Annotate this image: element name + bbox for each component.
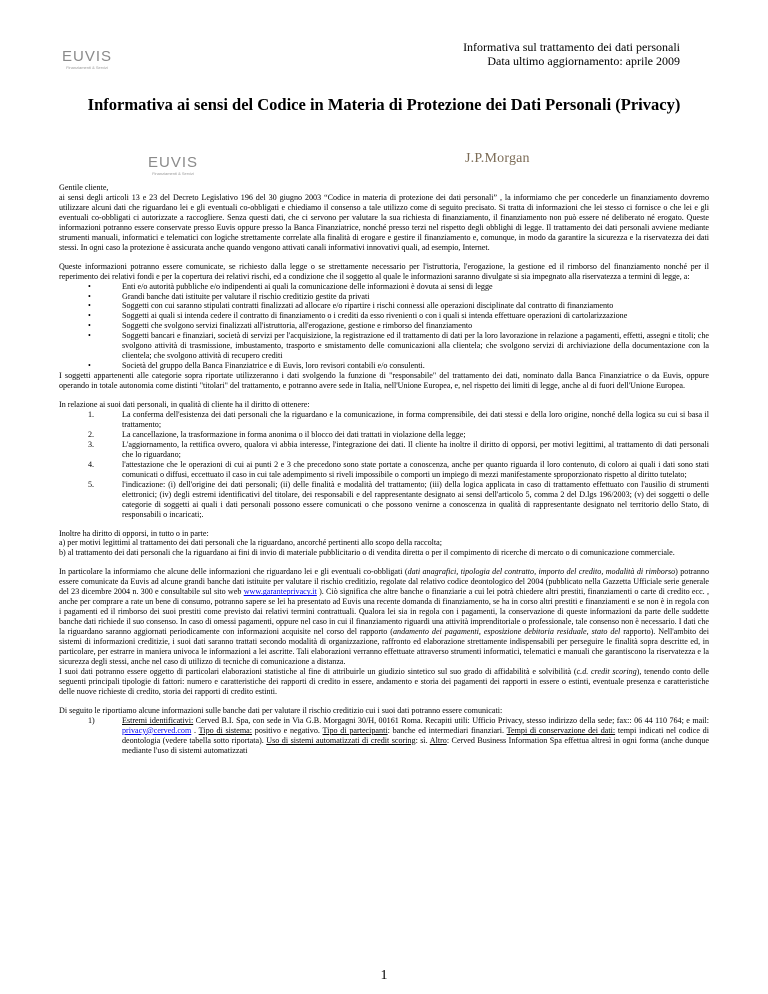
cerved-email-link[interactable]: privacy@cerved.com (122, 725, 192, 735)
paragraph-oppose-b: b) al trattamento dei dati personali che la riguardano ai fini di invio di materiale pubblicitario o di vendita diretta o per il compimento di ricerche di mercato o di comunicazione commerciale. (59, 548, 675, 558)
list-item: • Soggetti che svolgono servizi finalizzati all'istruttoria, all'erogazione, gestione e rimborso del finanziamento (59, 321, 709, 331)
paragraph-oppose-a: a) per motivi legittimi al trattamento dei dati personali che la riguardano, ancorché pertinenti allo scopo della raccolta; (59, 538, 442, 548)
greeting: Gentile cliente, (59, 183, 109, 192)
list-item: • Soggetti con cui saranno stipulati contratti finalizzati ad allocare e/o ripartire i rischi connessi alle operazioni disciplinate dal contratto di finanziamento (59, 301, 709, 311)
svg-text:Finanziamenti & Servizi: Finanziamenti & Servizi (66, 65, 108, 70)
page-number: 1 (380, 968, 388, 983)
document-title: Informativa ai sensi del Codice in Materia di Protezione dei Dati Personali (Privacy) (87, 95, 681, 114)
paragraph-oppose: Inoltre ha diritto di opporsi, in tutto o in parte: (59, 528, 209, 538)
euvis-logo (57, 39, 117, 79)
database-list (59, 716, 709, 756)
paragraph-processors: I soggetti appartenenti alle categorie sopra riportate utilizzeranno i dati svolgendo la funzione di "responsabile" del trattamento dei dati, nominato dalla Banca Finanziatrice o da Euvis, oppure operando in totale autonomia come distinti "titolari" del trattamento, e potranno avere sede in Italia, nell'Unione Europea, e, nel rispetto dei limiti di legge, anche al di fuori dell'Unione Europea. (59, 371, 709, 391)
jpmorgan-logo: J.P.Morgan (465, 151, 530, 166)
document-body (59, 183, 709, 756)
list-item: 3. L'aggiornamento, la rettifica ovvero, qualora vi abbia interesse, l'integrazione dei dati. Il cliente ha inoltre il diritto di opporsi, per motivi legittimi, al trattamento di dati personali che lo riguardano; (88, 439, 709, 459)
paragraph-credit-scoring: I suoi dati potranno essere oggetto di particolari elaborazioni statistiche al fine di attribuirle un giudizio sintetico sul suo grado di affidabilità e solvibilità (c.d. credit scoring), tenendo conto delle seguenti principali tipologie di fattori: numero e caratteristiche dei rapporti di credito in essere, andamento e storia dei pagamenti dei rapporti in essere o estinti, eventuale presenza e caratteristiche delle nuove richieste di credito, storia dei rapporti di credito estinti. (59, 666, 710, 696)
svg-text:Finanziamenti & Servizi: Finanziamenti & Servizi (152, 171, 194, 176)
list-item: 4. l'attestazione che le operazioni di cui ai punti 2 e 3 che precedono sono state portate a conoscenza, anche per quanto riguarda il loro contenuto, di coloro ai quali i dati sono stati comunicati o diffusi, eccettuato il caso in cui tale adempimento si riveli impossibile o comporti un impiego di mezzi manifestamente sproporzionato rispetto al diritto tutelato; (88, 459, 709, 479)
list-item: 5. l'indicazione: (i) dell'origine dei dati personali; (ii) delle finalità e modalità del trattamento; (iii) della logica applicata in caso di trattamento effettuato con l'ausilio di strumenti elettronici; (iv) degli estremi identificativi del titolare, dei responsabili e del rappresentante designato ai sensi dell'articolo 5, comma 2 del D.lgs 196/2003; (v) dei soggetti o delle categorie di soggetti ai quali i dati personali possono essere comunicati o che possono venirne a conoscenza in qualità di rappresentante designato nel territorio dello Stato, di responsabili o incaricati;. (88, 479, 709, 519)
header-date: Data ultimo aggiornamento: aprile 2009 (487, 54, 680, 68)
euvis-logo-secondary (142, 149, 204, 179)
svg-text:EUVIS: EUVIS (61, 48, 113, 65)
paragraph-communication: Queste informazioni potranno essere comunicate, se richiesto dalla legge o se strettamente necessario per l'istruttoria, l'erogazione, la gestione ed il rimborso del finanziamento nonché per il reperimento dei relativi fondi e per la copertura dei relativi rischi, ed a condizione che il soggetto al quale le informazioni saranno divulgate si sia impegnato alla riservatezza a termini di legge, a: (59, 261, 709, 281)
list-item: • Soggetti bancari e finanziari, società di servizi per l'acquisizione, la registrazione ed il trattamento di dati per la loro lavorazione in relazione a pagamenti, effetti, assegni e titoli; che svolgono attività di trasmissione, imbustamento, trasporto e smistamento delle comunicazioni alla clientela; che svolgono servizi di archiviazione della documentazione con la clientela; che svolgono attività di recupero crediti (59, 331, 709, 361)
list-item: 2. La cancellazione, la trasformazione in forma anonima o il blocco dei dati trattati in violazione della legge; (88, 429, 466, 439)
recipients-list (59, 282, 709, 372)
list-item: 1) Estremi identificativi: Cerved B.I. Spa, con sede in Via G.B. Morgagni 30/H, 00161 Roma. Recapiti utili: Ufficio Privacy, stesso indirizzo della sede; fax:: 06 44 110 764; e mail: privacy@cerved.com . Tipo di sistema: positivo e negativo. Tipo di partecipanti: banche ed intermediari finanziari. Tempi di conservazione dei dati: tempi indicati nel codice di deontologia (vedere tabella sotto riportata). Uso di sistemi automatizzati di credit scoring: sì. Altro: Cerved Business Information Spa effettua altresì in ogni forma (anche dunque mediante l'uso di sistemi automatizzati (88, 715, 709, 755)
garante-link[interactable]: www.garanteprivacy.it (243, 587, 317, 597)
list-item: • Società del gruppo della Banca Finanziatrice e di Euvis, loro revisori contabili e/o consulenti. (59, 361, 709, 371)
header-title: Informativa sul trattamento dei dati personali (463, 40, 680, 54)
list-item: • Grandi banche dati istituite per valutare il rischio creditizio gestite da privati (59, 292, 709, 302)
svg-text:EUVIS: EUVIS (147, 154, 199, 171)
document-header (463, 40, 680, 68)
paragraph-database-info: Di seguito le riportiamo alcune informazioni sulle banche dati per valutare il rischio creditizio cui i suoi dati potranno essere comunicati: (59, 705, 503, 715)
rights-list (59, 410, 709, 519)
paragraph-rights-intro: In relazione ai suoi dati personali, in qualità di cliente ha il diritto di ottenere: (59, 400, 310, 410)
list-item: • Soggetti ai quali si intenda cedere il contratto di finanziamento o i crediti da esso rivenienti o con i quali si intenda effettuare operazioni di cartolarizzazione (59, 311, 709, 321)
paragraph-intro: ai sensi degli articoli 13 e 23 del Decreto Legislativo 196 del 30 giugno 2003 “Codice in materia di protezione dei dati personali” , la informiamo che per concederle un finanziamento dovremo utilizzare alcuni dati che riguardano lei e gli eventuali co-obbligati e chiediamo il consenso a tale utilizzo come di seguito precisato. Si tratta di informazioni che lei stesso ci fornisce o che lei e gli eventuali co-obbligati ci autorizzate a raccogliere. Senza questi dati, che ci servono per valutare la sua richiesta di finanziamento, il finanziamento non può essere né deliberato né erogato. Queste informazioni potranno essere conservate presso Euvis oppure presso la Banca Finanziatrice, nonché presso terzi nel rispetto degli obblighi di legge. Il trattamento dei dati personali avviene mediante strumenti manuali, informatici e telematici con logiche strettamente correlate alla finalità di erogare e gestire il finanziamento e, comunque, in modo da garantire la sicurezza e la riservatezza dei dati stessi. In ogni caso la protezione è assicurata anche quando vengono attivati canali informativi innovativi quali, ad esempio, Internet. (59, 192, 709, 252)
list-item: 1. La conferma dell'esistenza dei dati personali che la riguardano e la comunicazione, in forma comprensibile, dei dati stessi e della loro origine, nonché della logica su cui si basa il trattamento; (88, 410, 709, 429)
paragraph-credit-databases: In particolare la informiamo che alcune delle informazioni che riguardano lei e gli eventuali co-obbligati (dati anagrafici, tipologia del contratto, importo del credito, modalità di rimborso) potranno essere comunicate da Euvis ad alcune grandi banche dati istituite per valutare il rischio creditizio, regolate dal relativo codice deontologico del 2004 (pubblicato nella Gazzetta Ufficiale serie generale del 23 dicembre 2004 n. 300 e consultabile sul sito web www.garanteprivacy.it ). Ciò significa che altre banche o finanziarie a cui lei potrà chiedere altri prestiti, finanziamenti o carte di credito ecc. , anche per comprare a rate un bene di consumo, potranno sapere se lei ha presentato ad Euvis una recente domanda di finanziamento, se ha in corso altri prestiti e finanziamenti e se non è in regola con i pagamenti ed il rimborso dei suoi prestiti come previsto dai relativi termini contrattuali. Qualora lei sia in regola con i pagamenti, la conservazione di queste informazioni da parte delle suddette banche dati richiede il suo consenso. In caso di omessi pagamenti, oppure nel caso in cui il finanziamento riguardi una attività imprenditoriale o professionale, tale consenso non è necessario. I dati che la riguardano saranno aggiornati periodicamente con informazioni acquisite nel corso del rapporto (andamento dei pagamenti, esposizione debitoria residuale, stato del rapporto). Nell'ambito dei sistemi di informazioni creditizie, i suoi dati saranno trattati secondo modalità di organizzazione, raffronto ed elaborazione strettamente indispensabili per perseguire le finalità sopra descritte ed, in particolare, per estrarre in maniera univoca le informazioni a lei ascritte. Tali elaborazioni verranno effettuate attraverso strumenti informatici, telematici e manuali che garantiscono la riservatezza e la sicurezza degli stessi, anche nel caso di utilizzo di tecniche di comunicazione a distanza. (59, 567, 710, 666)
list-item: • Enti e/o autorità pubbliche e/o indipendenti ai quali la comunicazione delle informazioni è dovuta ai sensi di legge (59, 282, 709, 292)
